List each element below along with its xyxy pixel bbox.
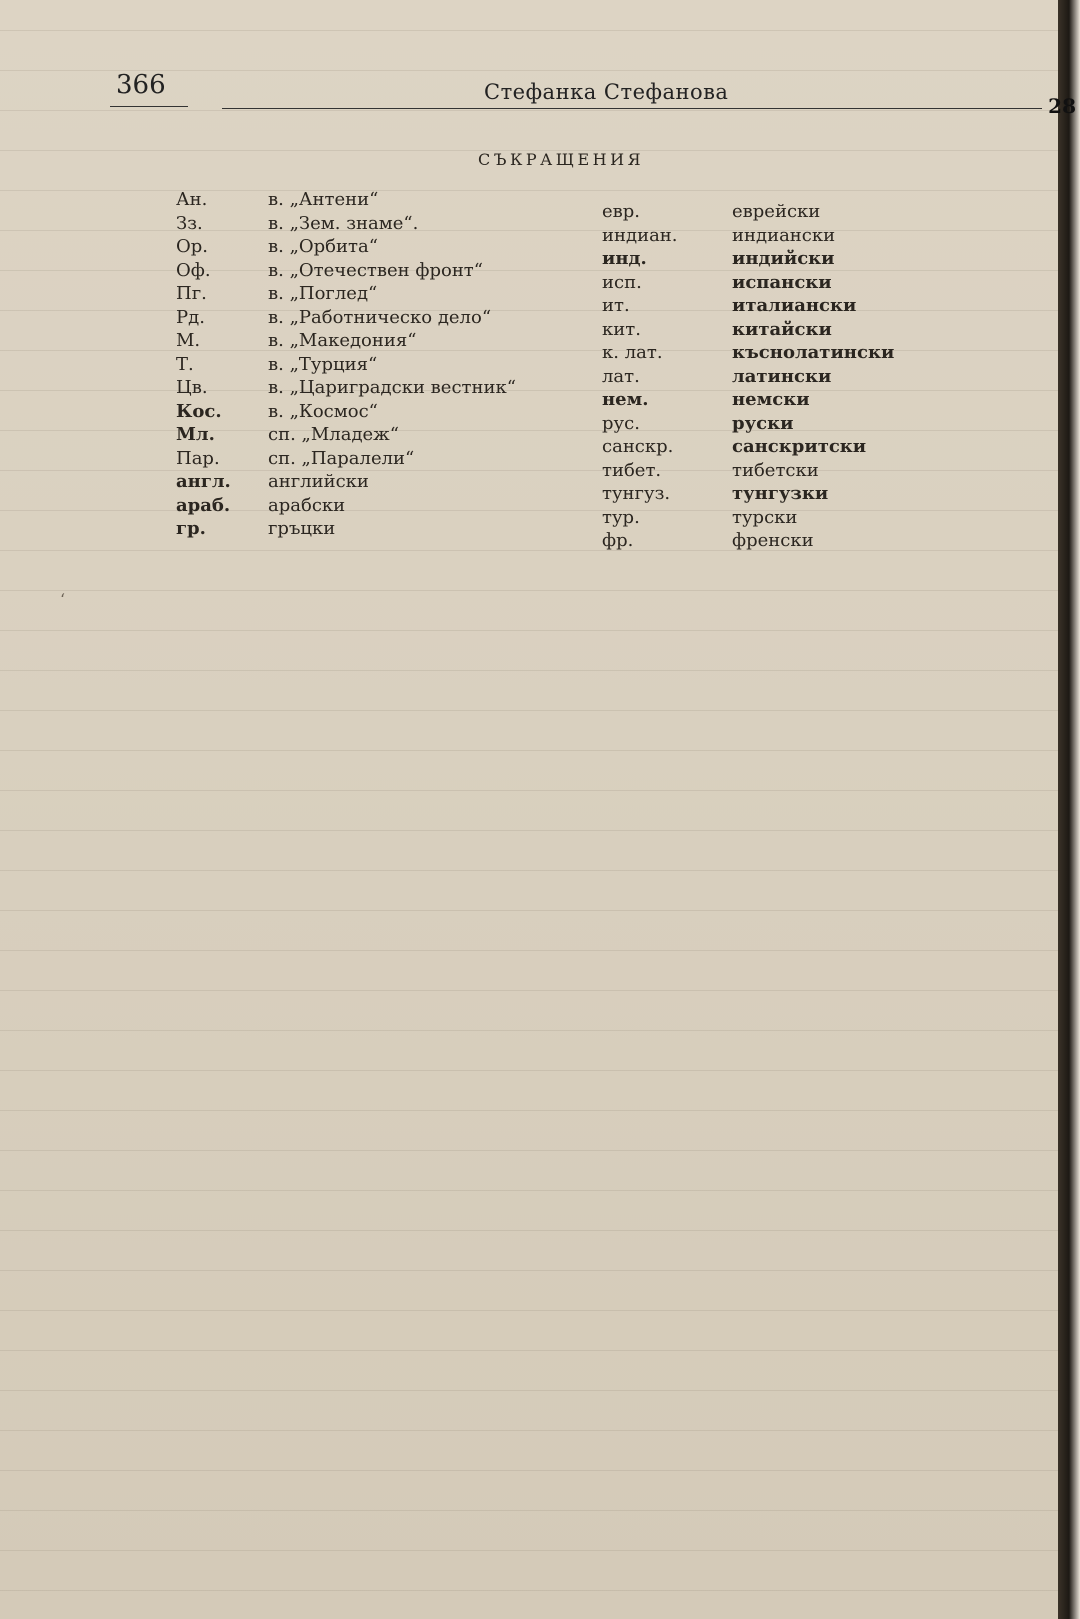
right-language: индийски (732, 248, 835, 269)
left-abbr: гр. (176, 518, 206, 539)
right-language: турски (732, 506, 798, 528)
right-abbr: лат. (602, 365, 640, 387)
right-language: еврейски (732, 201, 821, 222)
left-source: в. „Турция“ (268, 353, 378, 375)
left-abbr: араб. (176, 494, 231, 516)
right-abbr: санскр. (602, 436, 674, 457)
left-abbr: Ор. (176, 236, 209, 257)
right-abbr: к. лат. (602, 342, 663, 363)
margin-mark: ‘ (60, 590, 66, 609)
right-language-column (732, 200, 894, 553)
left-source: в. „Зем. знаме“. (268, 212, 419, 234)
right-language: италиански (732, 295, 857, 316)
left-source: гръцки (268, 518, 336, 539)
left-abbr: Рд. (176, 306, 205, 328)
right-language: тибетски (732, 459, 819, 481)
left-abbr: Зз. (176, 212, 203, 234)
left-source: в. „Македония“ (268, 330, 417, 351)
right-abbr: тибет. (602, 459, 662, 481)
left-source: английски (268, 471, 369, 492)
left-abbr: Оф. (176, 259, 211, 281)
right-language: къснолатински (732, 342, 895, 363)
page-number-rule (110, 106, 188, 107)
right-language: френски (732, 530, 814, 551)
left-abbr: Ан. (176, 189, 208, 210)
left-source-column (268, 188, 516, 541)
right-abbr: исп. (602, 271, 642, 293)
left-abbr: англ. (176, 471, 231, 492)
right-language: латински (732, 365, 832, 387)
right-abbr: индиан. (602, 224, 678, 246)
left-source: сп. „Младеж“ (268, 424, 399, 445)
page-header (110, 70, 1050, 110)
right-abbr: нем. (602, 389, 649, 410)
left-abbr: Пг. (176, 283, 207, 304)
right-language: испански (732, 271, 832, 293)
left-source: арабски (268, 494, 346, 516)
right-language: санскритски (732, 436, 867, 457)
right-language: китайски (732, 318, 832, 340)
left-source: сп. „Паралели“ (268, 447, 415, 469)
right-abbr: евр. (602, 201, 641, 222)
page-number: 366 (116, 70, 166, 100)
left-abbr: Кос. (176, 400, 222, 422)
right-abbr: тур. (602, 506, 640, 528)
left-abbr: Цв. (176, 377, 208, 398)
running-title: Стефанка Стефанова (484, 80, 729, 104)
right-abbr: кит. (602, 318, 641, 340)
left-source: в. „Космос“ (268, 400, 378, 422)
left-abbr: Т. (176, 353, 194, 375)
right-abbr: инд. (602, 248, 647, 269)
right-abbr: фр. (602, 530, 634, 551)
left-source: в. „Орбита“ (268, 236, 378, 257)
right-abbr: тунгуз. (602, 483, 671, 504)
adjacent-page-number: 28 (1048, 94, 1076, 118)
header-rule (222, 108, 1042, 109)
left-source: в. „Работническо дело“ (268, 306, 492, 328)
left-source: в. „Цариградски вестник“ (268, 377, 516, 398)
left-source: в. „Поглед“ (268, 283, 378, 304)
right-language: индиански (732, 224, 836, 246)
right-abbr: рус. (602, 412, 640, 434)
right-abbr: ит. (602, 295, 630, 316)
adjacent-page-edge (1058, 0, 1080, 1619)
right-language: тунгузки (732, 483, 829, 504)
left-abbr: Пар. (176, 447, 220, 469)
left-abbr: Мл. (176, 424, 215, 445)
right-language: руски (732, 412, 794, 434)
left-source: в. „Антени“ (268, 189, 379, 210)
right-language: немски (732, 389, 810, 410)
section-title: СЪКРАЩЕНИЯ (478, 150, 644, 169)
right-abbr-column (602, 200, 678, 553)
left-abbr-column (176, 188, 231, 541)
left-abbr: М. (176, 330, 201, 351)
left-source: в. „Отечествен фронт“ (268, 259, 483, 281)
